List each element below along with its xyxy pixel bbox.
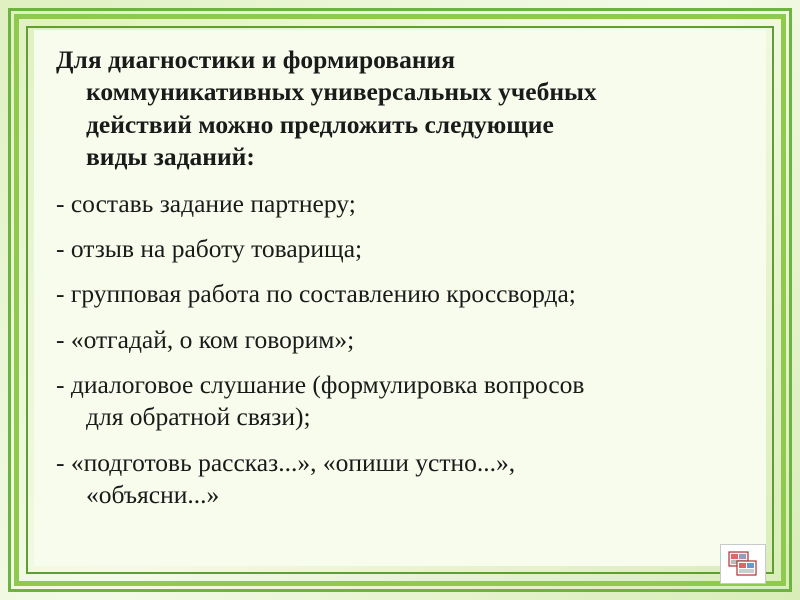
slide-content xyxy=(34,30,766,566)
list-item-text: - диалоговое слушание (формулировка вопросов xyxy=(56,370,585,399)
list-item xyxy=(56,233,740,265)
heading-line-1: Для диагностики и формирования xyxy=(56,45,455,74)
list-item xyxy=(56,188,740,220)
list-item xyxy=(56,324,740,356)
list-item xyxy=(56,369,740,434)
heading-line-3: действий можно предложить следующие xyxy=(86,109,554,139)
heading-line-4: виды заданий: xyxy=(86,142,255,172)
heading-line-2: коммуникативных универсальных учебных xyxy=(86,77,597,107)
list-item-text: - групповая работа по составлению кроссворда; xyxy=(56,279,576,309)
list-item xyxy=(56,447,740,512)
list-item-text-continued: «объясни...» xyxy=(86,480,220,510)
list-item-text: - составь задание партнеру; xyxy=(56,188,356,218)
list-item-text: - отзыв на работу товарища; xyxy=(56,233,363,263)
slide-heading xyxy=(56,44,740,174)
list-item-text: - «отгадай, о ком говорим»; xyxy=(56,324,355,354)
list-item-text-continued: для обратной связи); xyxy=(86,402,311,432)
presentation-thumbnail-icon[interactable] xyxy=(720,544,766,584)
list-item xyxy=(56,278,740,310)
list-item-text: - «подготовь рассказ...», «опиши устно...», xyxy=(56,447,516,477)
